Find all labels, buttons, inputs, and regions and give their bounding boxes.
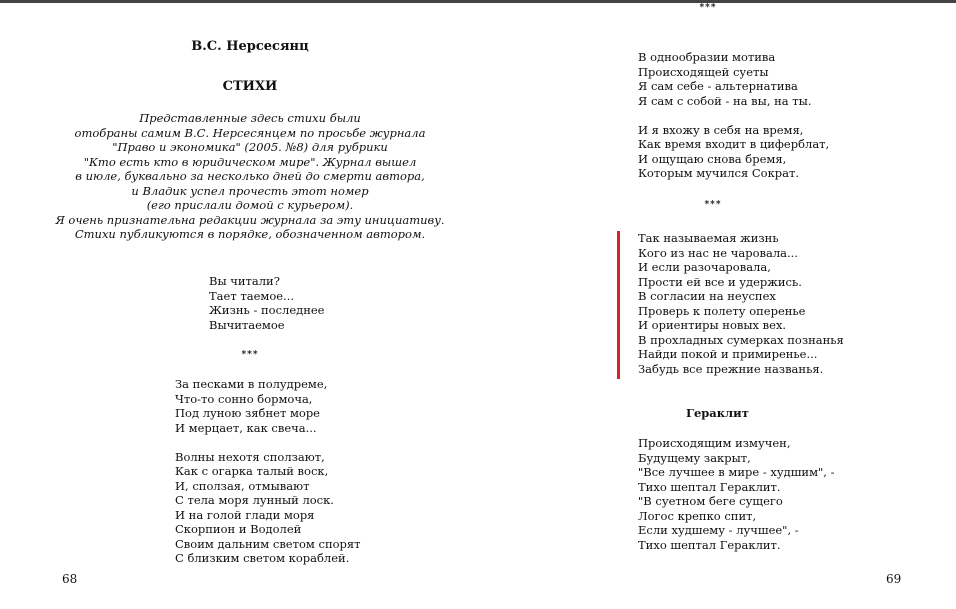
intro-line: отобраны самим В.С. Нерсесянцем по просьбе журнала — [74, 125, 426, 140]
author-name: В.С. Нерсесянц — [191, 39, 309, 54]
poem-line: Прости ей все и удержись. — [638, 274, 802, 289]
poem-line: И если разочаровала, — [638, 260, 771, 274]
poem-line: Так называемая жизнь — [638, 231, 779, 245]
intro-line: (его прислали домой с курьером). — [146, 198, 354, 212]
poem-line: Которым мучился Сократ. — [638, 166, 800, 180]
intro-line: Я очень признательна редакции журнала за эту инициативу. — [55, 212, 445, 227]
poem-line: Скорпион и Водолей — [175, 522, 302, 536]
poem-line: И ориентиры новых вех. — [638, 318, 787, 332]
poem-line: Если худшему - лучшее", - — [638, 523, 799, 537]
poem-line: "В суетном беге сущего — [638, 494, 783, 508]
poem-line: Я сам с собой - на вы, на ты. — [638, 93, 812, 108]
poem-line: И на голой глади моря — [175, 507, 315, 522]
poem-line: Найди покой и примиренье... — [638, 347, 818, 361]
poem-line: Что-то сонно бормоча, — [175, 391, 313, 406]
poem-line: Вычитаемое — [209, 317, 285, 332]
poem-line: Проверь к полету оперенье — [638, 303, 806, 318]
intro-line: и Владик успел прочесть этот номер — [131, 183, 369, 198]
poem-line: И ощущаю снова бремя, — [638, 151, 787, 166]
poem-line: И мерцает, как свеча... — [175, 420, 317, 435]
poem-line: Своим дальним светом спорят — [175, 536, 361, 551]
poem-line: Логос крепко спит, — [638, 508, 757, 523]
poem-line: Я сам себе - альтернатива — [638, 79, 798, 93]
highlight-bar — [617, 231, 620, 379]
poem-line: И я вхожу в себя на время, — [638, 122, 804, 137]
page-number-right: 69 — [886, 572, 902, 586]
intro-text — [0, 111, 500, 242]
poem-line: Будущему закрыт, — [638, 450, 751, 465]
poem-line: Вы читали? — [209, 274, 280, 288]
poem-heraclitus — [638, 436, 835, 552]
separator-stars: *** — [704, 200, 722, 210]
section-title: СТИХИ — [222, 79, 278, 94]
intro-line: "Право и экономика" (2005. №8) для рубрики — [112, 140, 388, 154]
poem-line: С тела моря лунный лоск. — [175, 493, 334, 507]
poem-line: Как время входит в циферблат, — [638, 137, 830, 151]
poem-line: Кого из нас не чаровала... — [638, 245, 798, 260]
intro-line: Представленные здесь стихи были — [139, 111, 361, 125]
intro-line: "Кто есть кто в юридическом мире". Журнал вышел — [83, 154, 417, 169]
poem-line: Забудь все прежние названья. — [638, 361, 824, 376]
poem-tak-nazyvaemaya — [638, 231, 844, 376]
poem-v-odnoobrazii — [638, 50, 829, 181]
page-number-left: 68 — [62, 572, 78, 586]
poem-line: Волны нехотя сползают, — [175, 449, 325, 464]
poem-line: Тает таемое... — [209, 288, 295, 303]
poem-line — [175, 435, 361, 450]
poem-title-heraclitus: Гераклит — [686, 406, 749, 420]
poem-line: Происходящей суеты — [638, 64, 769, 79]
poem-line: Тихо шептал Гераклит. — [638, 537, 781, 552]
poem-vy-chitali — [209, 274, 324, 332]
poem-line: И, сползая, отмывают — [175, 478, 310, 493]
poem-za-peskami — [175, 377, 361, 566]
poem-line: Тихо шептал Гераклит. — [638, 479, 781, 494]
poem-line: С близким светом кораблей. — [175, 551, 350, 565]
poem-line: В прохладных сумерках познанья — [638, 332, 844, 347]
poem-line — [638, 108, 829, 123]
separator-stars-top: *** — [699, 3, 717, 13]
poem-line: За песками в полудреме, — [175, 377, 328, 391]
poem-line: Как с огарка талый воск, — [175, 464, 329, 478]
poem-line: Жизнь - последнее — [209, 303, 325, 317]
poem-line: Под луною зябнет море — [175, 406, 320, 420]
intro-line: в июле, буквально за несколько дней до смерти автора, — [75, 169, 425, 183]
separator-stars: *** — [241, 350, 259, 360]
poem-line: "Все лучшее в мире - худшим", - — [638, 465, 835, 479]
poem-line: В согласии на неуспех — [638, 289, 776, 303]
poem-line: В однообразии мотива — [638, 50, 776, 64]
intro-line: Стихи публикуются в порядке, обозначенном автором. — [74, 227, 426, 241]
poem-line: Происходящим измучен, — [638, 436, 791, 450]
